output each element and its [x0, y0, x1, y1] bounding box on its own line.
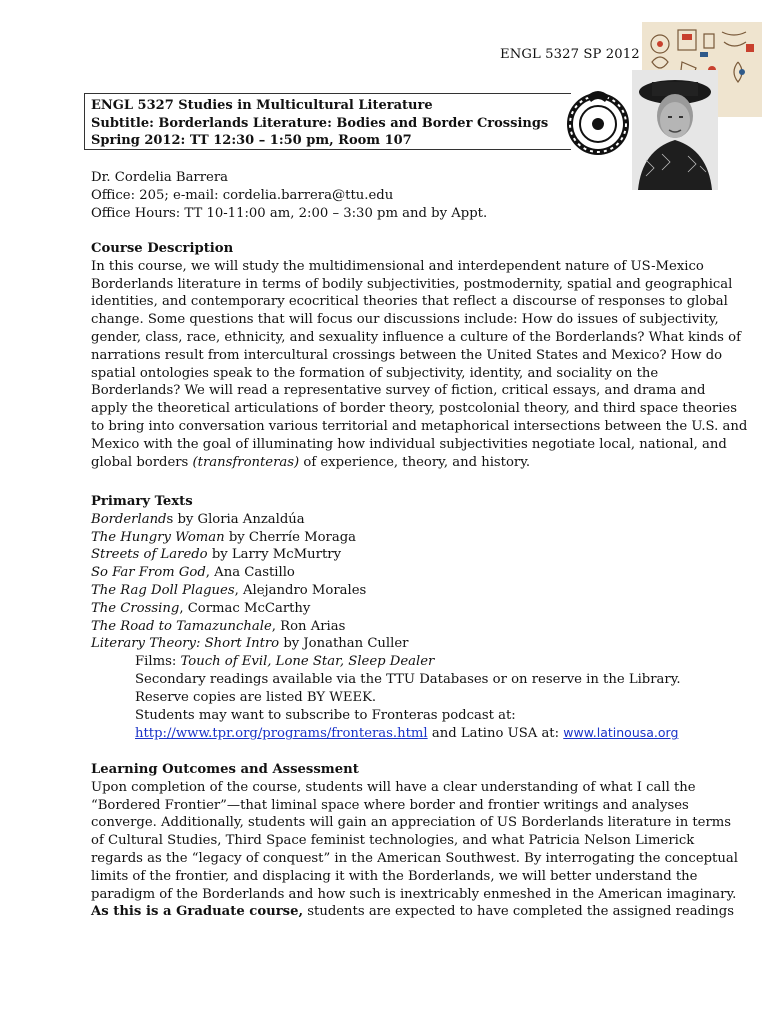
learning-outcomes-line: converge. Additionally, students will gain an appreciation of US Borderlands literature in terms	[91, 815, 732, 831]
films-line	[91, 653, 681, 671]
book-title: The Hungry Woman	[91, 529, 225, 545]
text-span: of experience, theory, and history.	[299, 454, 531, 470]
course-description-line: Borderlands literature in terms of bodily subjectivities, postmodernity, spatial and geographical	[91, 276, 733, 292]
latino-usa-text: and Latino USA at:	[427, 726, 564, 742]
learning-outcomes-line: “Bordered Frontier”—that liminal space where border and frontier writings and analyses	[91, 797, 689, 813]
learning-outcomes-section	[91, 761, 738, 921]
book-title: Literary Theory: Short Intro	[91, 636, 280, 652]
films-label: Films:	[135, 654, 181, 670]
latino-usa-link[interactable]: www.latinousa.org	[563, 725, 679, 741]
book-title: Borderland	[91, 511, 167, 527]
films-titles: Touch of Evil, Lone Star, Sleep Dealer	[180, 654, 435, 670]
text-list-item	[91, 600, 681, 618]
course-description-line: identities, and contemporary ecocritical theories that reflect a discourse of responses to global	[91, 294, 728, 310]
book-title: The Rag Doll Plagues	[91, 582, 235, 598]
course-description-line: apply the theoretical articulations of border theory, postcolonial theory, and third space theories	[91, 401, 737, 417]
book-author: , Cormac McCarthy	[179, 600, 311, 616]
learning-outcomes-line: regards as the “legacy of conquest” in the American Southwest. By interrogating the conceptual	[91, 850, 738, 866]
text-list-item	[91, 511, 681, 529]
instructor-office: Office: 205; e-mail: cordelia.barrera@ttu.edu	[91, 187, 394, 203]
course-description-line: gender, class, race, ethnicity, and sexuality influence a culture of the Borderlands? What kinds of	[91, 329, 741, 345]
fronteras-podcast-link[interactable]: http://www.tpr.org/programs/fronteras.html	[135, 726, 428, 742]
text-list-item	[91, 564, 681, 582]
primary-texts-section	[91, 493, 681, 743]
course-description-line: narrations result from intercultural crossings between the United States and Mexico? How do	[91, 347, 723, 363]
text-span: global borders	[91, 454, 193, 470]
text-list-item	[91, 546, 681, 564]
learning-outcomes-heading: Learning Outcomes and Assessment	[91, 762, 359, 777]
book-author: by Cherríe Moraga	[224, 529, 357, 545]
graduate-course-emphasis: As this is a Graduate course,	[91, 904, 304, 920]
links-line	[91, 724, 681, 743]
book-title: So Far From God	[91, 565, 206, 581]
primary-texts-heading: Primary Texts	[91, 494, 193, 509]
book-author: , Alejandro Morales	[234, 582, 367, 598]
text-list-item	[91, 618, 681, 636]
book-author: , Ana Castillo	[205, 565, 295, 581]
book-author: , Ron Arias	[271, 618, 346, 634]
course-description-last-line	[91, 454, 747, 472]
course-description-heading: Course Description	[91, 241, 234, 256]
serpent-emblem-icon	[563, 82, 633, 162]
learning-outcomes-line: limits of the frontier, and displacing it with the Borderlands, we will better understand the	[91, 868, 698, 884]
course-subtitle: Subtitle: Borderlands Literature: Bodies and Border Crossings	[91, 115, 549, 131]
course-title-box	[84, 93, 571, 150]
book-title: The Road to Tamazunchale	[91, 618, 272, 634]
instructor-office-hours: Office Hours: TT 10-11:00 am, 2:00 – 3:30 pm and by Appt.	[91, 205, 488, 221]
instructor-info	[91, 169, 487, 222]
course-description-section	[91, 240, 747, 471]
book-author: by Jonathan Culler	[279, 636, 409, 652]
text-list-item	[91, 635, 681, 653]
book-author: by Larry McMurtry	[207, 547, 342, 563]
secondary-readings-line: Secondary readings available via the TTU Databases or on reserve in the Library.	[135, 671, 681, 687]
course-description-line: Borderlands? We will read a representative survey of fiction, critical essays, and drama and	[91, 383, 706, 399]
course-description-line: In this course, we will study the multidimensional and interdependent nature of US-Mexico	[91, 258, 704, 274]
book-author: s by Gloria Anzaldúa	[166, 511, 305, 527]
transfronteras-term: (transfronteras)	[192, 454, 300, 470]
course-description-line: Mexico with the goal of illuminating how individual subjectivities negotiate local, national, and	[91, 436, 727, 452]
reserve-copies-line: Reserve copies are listed BY WEEK.	[135, 689, 377, 705]
text-span: students are expected to have completed the assigned readings	[303, 904, 734, 920]
instructor-name: Dr. Cordelia Barrera	[91, 170, 229, 185]
learning-outcomes-line: of Cultural Studies, Third Space feminist technologies, and what Patricia Nelson Limerick	[91, 833, 695, 849]
learning-outcomes-line: Upon completion of the course, students will have a clear understanding of what I call the	[91, 779, 696, 795]
text-list-item	[91, 582, 681, 600]
podcast-line: Students may want to subscribe to Fronteras podcast at:	[135, 707, 516, 723]
book-title: The Crossing	[91, 600, 180, 616]
learning-outcomes-last-line	[91, 903, 738, 921]
instructor-portrait-image	[632, 70, 718, 190]
course-title: ENGL 5327 Studies in Multicultural Literature	[91, 98, 433, 113]
course-description-line: to bring into conversation various territorial and metaphorical intersections between the U.S. and	[91, 418, 748, 434]
course-description-line: spatial ontologies speak to the formation of subjectivity, identity, and sociality on the	[91, 365, 659, 381]
course-description-line: change. Some questions that will focus our discussions include: How do issues of subjectivity,	[91, 312, 719, 328]
course-code-header: ENGL 5327 SP 2012	[500, 47, 640, 62]
text-list-item	[91, 529, 681, 547]
course-schedule: Spring 2012: TT 12:30 – 1:50 pm, Room 107	[91, 133, 412, 148]
learning-outcomes-line: paradigm of the Borderlands and how such is inextricably enmeshed in the American imaginary.	[91, 886, 737, 902]
book-title: Streets of Laredo	[91, 547, 208, 563]
